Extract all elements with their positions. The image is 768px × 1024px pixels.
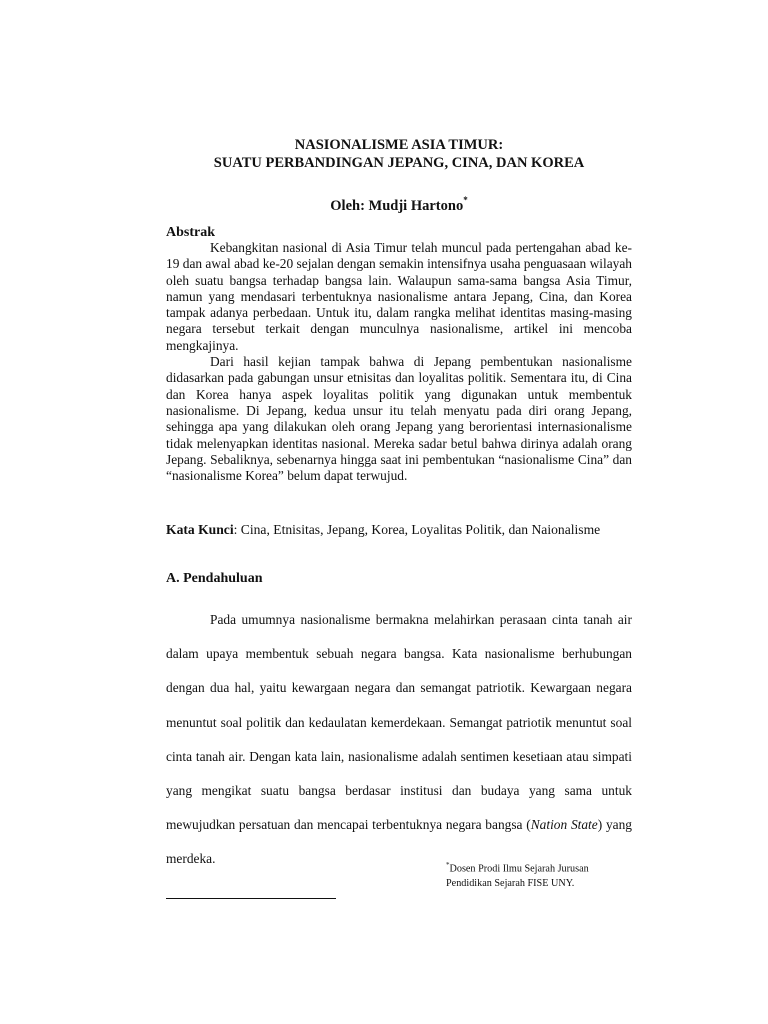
author-footnote-marker: * [463,195,468,205]
abstract-paragraph-1: Kebangkitan nasional di Asia Timur telah muncul pada pertengahan abad ke-19 dan awal abad ke-20 sejalan dengan semakin intensifnya usaha penguasaan wilayah oleh suatu bangsa terhadap bangsa lain. Walaupun sama-sama bangsa Asia Timur, namun yang mendasari terbentuknya nasionalisme antara Jepang, Cina, dan Korea tampak adanya perbedaan. Untuk itu, dalam rangka melihat identitas masing-masing negara tersebut terkait dengan munculnya nasionalisme, artikel ini mencoba mengkajinya. [166,240,632,353]
section-paragraph [166,603,632,877]
paper-title [166,136,632,172]
author-byline [166,192,632,215]
footnote-marker: * [446,861,450,869]
paragraph-text-after: ) yang merdeka. [166,817,632,867]
footnote-divider [166,898,336,899]
abstract-heading: Abstrak [166,225,216,240]
footnote-line-2: Pendidikan Sejarah FISE UNY. [446,878,575,890]
paragraph-text-before: Pada umumnya nasionalisme bermakna melahirkan perasaan cinta tanah air dalam upaya membentuk sebuah negara bangsa. Kata nasionalisme berhubungan dengan dua hal, yaitu kewargaan negara dan semangat patriotik. Kewargaan negara menuntut soal politik dan kedaulatan kemerdekaan. Semangat patriotik menuntut soal cinta tanah air. Dengan kata lain, nasionalisme adalah sentimen kesetiaan atau simpati yang mengikat suatu bangsa berdasar institusi dan budaya yang sama untuk mewujudkan persatuan dan mencapai terbentuknya negara bangsa ( [166,612,632,833]
section-body [166,603,632,877]
abstract-paragraph-2: Dari hasil kejian tampak bahwa di Jepang pembentukan nasionalisme didasarkan pada gabungan unsur etnisitas dan loyalitas politik. Sementara itu, di Cina dan Korea hanya aspek loyalitas politik yang digunakan untuk membentuk nasionalisme. Di Jepang, kedua unsur itu telah menyatu pada diri orang Jepang, sehingga apa yang dilakukan oleh orang Jepang yang berorientasi internasionalisme tidak melenyapkan identitas nasional. Mereka sadar betul bahwa dirinya adalah orang Jepang. Sebaliknya, sebenarnya hingga saat ini pembentukan “nasionalisme Cina” dan “nasionalisme Korea” belum dapat terwujud. [166,354,632,484]
keywords-list: Cina, Etnisitas, Jepang, Korea, Loyalitas Politik, dan Naionalisme [237,522,601,537]
author-name: Oleh: Mudji Hartono [330,197,464,214]
footnote-line-1 [446,858,646,876]
title-line-2: SUATU PERBANDINGAN JEPANG, CINA, DAN KOREA [213,155,585,171]
abstract-body [166,240,632,484]
title-line-1: NASIONALISME ASIA TIMUR: [294,137,504,153]
section-heading-pendahuluan: A. Pendahuluan [166,571,263,586]
keywords-label: Kata Kunci [166,522,234,537]
paragraph-italic-term: Nation State [530,817,598,833]
footnote [446,858,646,891]
footnote-text-1: Dosen Prodi Ilmu Sejarah Jurusan [449,863,589,875]
keywords-separator: : [233,522,238,537]
keywords [166,521,646,539]
